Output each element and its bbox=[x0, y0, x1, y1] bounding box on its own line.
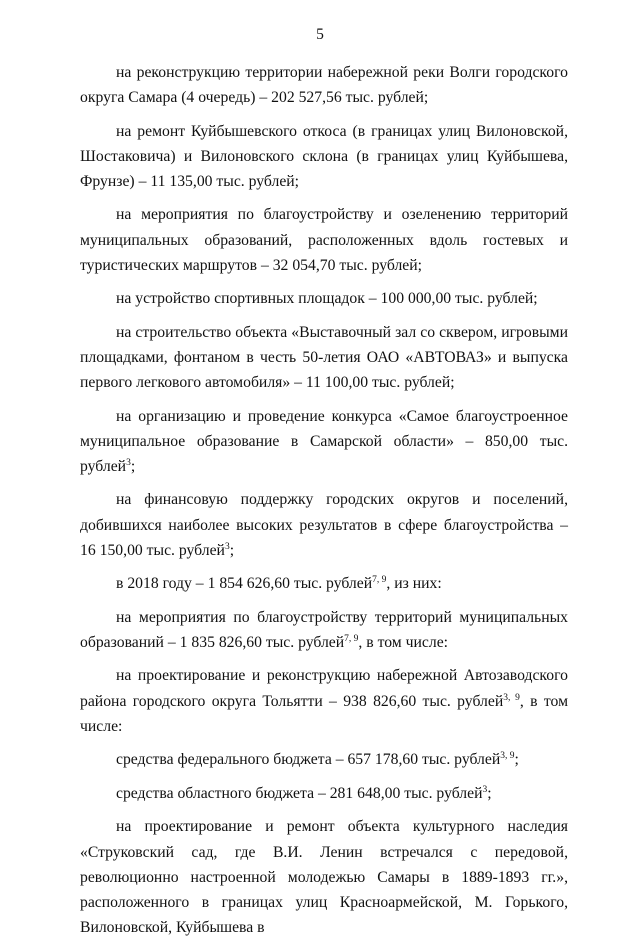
paragraph: на мероприятия по благоустройству и озеленению территорий муниципальных образований, расположенных вдоль гостевых и туристических маршрутов – 32 054,70 тыс. рублей; bbox=[80, 206, 568, 274]
footnote-ref: 3, 9 bbox=[500, 751, 515, 762]
paragraph: на финансовую поддержку городских округов и поселений, добившихся наиболее высоких результатов в сфере благоустройства – 16 150,00 тыс. рублей$^3$; bbox=[80, 491, 568, 559]
footnote-ref: 3, 9 bbox=[503, 692, 520, 703]
paragraph: на строительство объекта «Выставочный зал со сквером, игровыми площадками, фонтаном в честь 50-летия ОАО «АВТОВАЗ» и выпуска первого легкового автомобиля» – 11 100,00 тыс. рублей; bbox=[80, 323, 568, 392]
paragraph: в 2018 году – 1 854 626,60 тыс. рублей$^{7, 9}$, из них: bbox=[116, 574, 442, 593]
paragraph: на реконструкцию территории набережной реки Волги городского округа Самара (4 очередь) – 202 527,56 тыс. рублей; bbox=[80, 64, 568, 107]
paragraph: на мероприятия по благоустройству территорий муниципальных образований – 1 835 826,60 тыс. рублей$^{7, 9}$, в том числе: bbox=[80, 608, 568, 651]
footnote-ref: 3 bbox=[126, 457, 131, 468]
paragraph: на организацию и проведение конкурса «Самое благоустроенное муниципальное образование в Самарской области» – 850,00 тыс. рублей$^3$; bbox=[80, 407, 568, 475]
footnote-ref: 3 bbox=[224, 541, 230, 552]
paragraph: на ремонт Куйбышевского откоса (в границах улиц Вилоновской, Шостаковича) и Вилоновского склона (в границах улиц Куйбышева, Фрунзе) – 11 135,00 тыс. рублей; bbox=[80, 122, 568, 190]
paragraph: на устройство спортивных площадок – 100 000,00 тыс. рублей; bbox=[116, 290, 538, 308]
footnote-ref: 3 bbox=[482, 784, 488, 795]
paragraph: на проектирование и реконструкцию набережной Автозаводского района городского округа Тольятти – 938 826,60 тыс. рублей$^{3, 9}$, в том числе: bbox=[80, 667, 569, 735]
page-number: 5 bbox=[316, 26, 324, 43]
paragraph: на проектирование и ремонт объекта культурного наследия «Струковский сад, где В.И. Ленин встречался с передовой, революционно настроенной молодежью Самары в 1889-1893 гг.», расположенного в границах улиц Красноармейской, М. Горького, Вилоновской, Куйбышева в bbox=[80, 818, 568, 936]
body-text bbox=[80, 60, 568, 940]
footnote-ref: 7, 9 bbox=[372, 574, 387, 585]
paragraph: средства федерального бюджета – 657 178,60 тыс. рублей$^{3, 9}$; bbox=[116, 751, 519, 769]
footnote-ref: 7, 9 bbox=[344, 633, 359, 644]
paragraph: средства областного бюджета – 281 648,00 тыс. рублей$^3$; bbox=[116, 784, 492, 802]
